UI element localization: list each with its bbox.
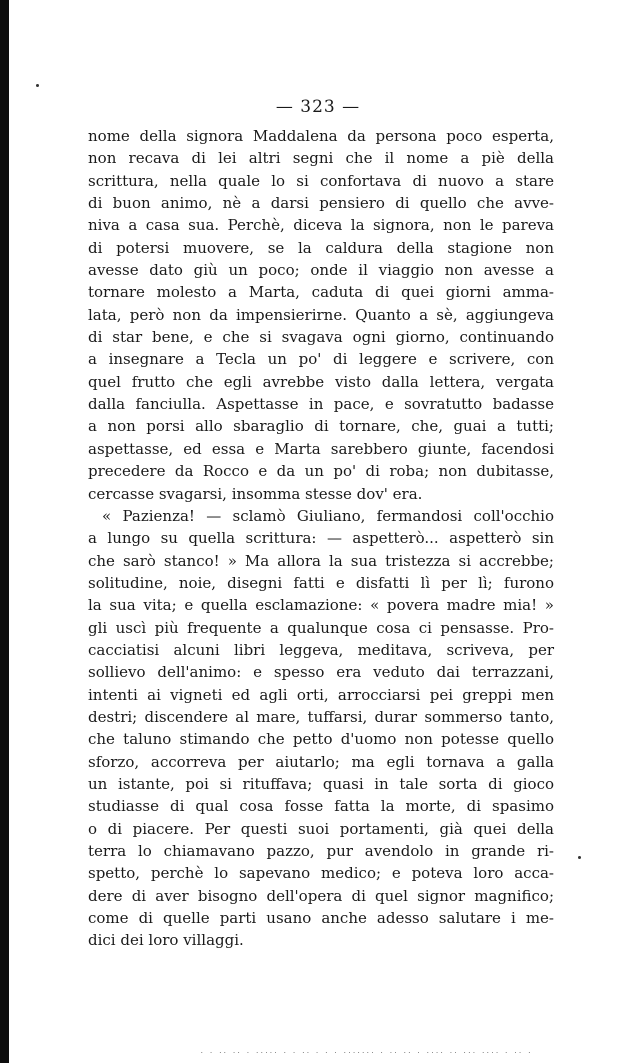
text-line: nome della signora Maddalena da persona poco esperta,: [88, 127, 554, 145]
text-line: aspettasse, ed essa e Marta sarebbero giunte, facendosi: [88, 439, 554, 458]
text-line: destri; discendere al mare, tuffarsi, durar sommerso tanto,: [88, 707, 554, 726]
text-line-paragraph-end: dici dei loro villaggi.: [88, 931, 244, 950]
text-line: che taluno stimando che petto d'uomo non potesse quello: [88, 730, 554, 749]
scan-edge-shadow: [0, 0, 9, 1063]
text-line: scrittura, nella quale lo si confortava di nuovo a stare: [88, 171, 554, 190]
text-line: a insegnare a Tecla un po' di leggere e scrivere, con: [88, 350, 554, 369]
text-line: intenti ai vigneti ed agli orti, arrocciarsi pei greppi men: [88, 685, 554, 704]
text-line: avesse dato giù un poco; onde il viaggio non avesse a: [88, 261, 554, 280]
text-line: lata, però non da impensierirne. Quanto a sè, aggiungeva: [88, 305, 554, 324]
text-line: come di quelle parti usano anche adesso salutare i me-: [88, 909, 554, 928]
scan-speck: [36, 84, 39, 87]
text-line: non recava di lei altri segni che il nome a piè della: [88, 149, 554, 168]
scan-noise-footer: . . .. .. . ..... . . .. . . . ....... . .. .. . .... .. ... .... . .. .: [200, 1048, 533, 1054]
text-line: a lungo su quella scrittura: — aspetterò... aspetterò sin: [88, 529, 554, 548]
text-line-paragraph-end: cercasse svagarsi, insomma stesse dov' era.: [88, 484, 423, 503]
body-text: [88, 125, 554, 952]
text-line: di potersi muovere, se la caldura della stagione non: [88, 238, 554, 257]
text-line: che sarò stanco! » Ma allora la sua tristezza si accrebbe;: [88, 551, 554, 570]
text-line: sforzo, accorreva per aiutarlo; ma egli tornava a galla: [88, 752, 554, 771]
text-line-paragraph-start: « Pazienza! — sclamò Giuliano, fermandosi coll'occhio: [102, 506, 554, 525]
text-line: dalla fanciulla. Aspettasse in pace, e sovratutto badasse: [88, 395, 554, 414]
text-line: sollievo dell'animo: e spesso era veduto dai terrazzani,: [88, 663, 554, 682]
text-line: solitudine, noie, disegni fatti e disfatti lì per lì; furono: [88, 573, 554, 592]
text-line: la sua vita; e quella esclamazione: « povera madre mia! »: [88, 596, 554, 615]
page-number: — 323 —: [275, 97, 361, 117]
scan-speck: [578, 856, 581, 859]
text-line: gli uscì più frequente a qualunque cosa ci pensasse. Pro-: [88, 618, 554, 637]
text-line: niva a casa sua. Perchè, diceva la signora, non le pareva: [88, 216, 554, 235]
text-line: o di piacere. Per questi suoi portamenti, già quei della: [88, 819, 554, 838]
text-line: spetto, perchè lo sapevano medico; e poteva loro acca-: [88, 864, 554, 883]
text-line: a non porsi allo sbaraglio di tornare, che, guai a tutti;: [88, 417, 554, 436]
text-line: quel frutto che egli avrebbe visto dalla lettera, vergata: [88, 372, 554, 391]
text-line: precedere da Rocco e da un po' di roba; non dubitasse,: [88, 462, 554, 481]
text-line: tornare molesto a Marta, caduta di quei giorni amma-: [88, 283, 554, 302]
text-line: terra lo chiamavano pazzo, pur avendolo in grande ri-: [88, 842, 554, 860]
text-line: cacciatisi alcuni libri leggeva, meditava, scriveva, per: [88, 640, 554, 659]
text-line: di star bene, e che si svagava ogni giorno, continuando: [88, 328, 554, 347]
text-line: studiasse di qual cosa fosse fatta la morte, di spasimo: [88, 797, 554, 816]
text-line: dere di aver bisogno dell'opera di quel signor magnifico;: [88, 886, 554, 905]
text-line: di buon animo, nè a darsi pensiero di quello che avve-: [88, 194, 554, 213]
text-line: un istante, poi si rituffava; quasi in tale sorta di gioco: [88, 774, 554, 793]
